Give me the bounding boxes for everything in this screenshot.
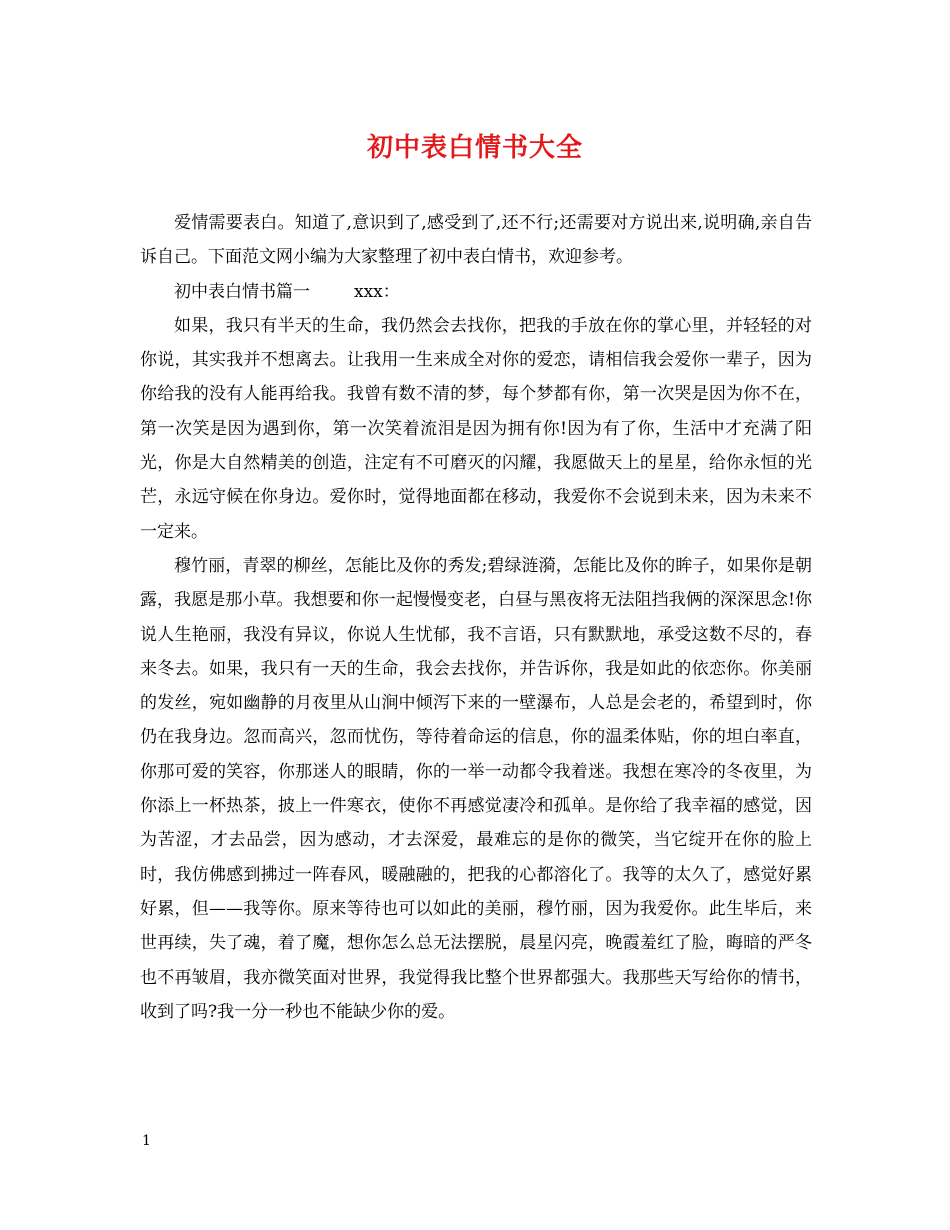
page-number: 1 — [142, 1133, 151, 1149]
section-heading: 初中表白情书篇一 — [174, 281, 310, 302]
document-title: 初中表白情书大全 — [366, 133, 583, 163]
section-heading-line — [140, 275, 812, 309]
body-paragraph-1: 如果，我只有半天的生命，我仍然会去找你，把我的手放在你的掌心里，并轻轻的对你说，其实我并不想离去。让我用一生来成全对你的爱恋，请相信我会爱你一辈子，因为你给我的没有人能再给我。我曾有数不清的梦，每个梦都有你，第一次哭是因为你不在，第一次笑是因为遇到你，第一次笑着流泪是因为拥有你!因为有了你，生活中才充满了阳光，你是大自然精美的创造，注定有不可磨灭的闪耀，我愿做天上的星星，给你永恒的光芒，永远守候在你身边。爱你时，觉得地面都在移动，我爱你不会说到未来，因为未来不一定来。 — [140, 315, 812, 542]
intro-paragraph: 爱情需要表白。知道了,意识到了,感受到了,还不行;还需要对方说出来,说明确,亲自告诉自己。下面范文网小编为大家整理了初中表白情书，欢迎参考。 — [140, 213, 812, 268]
salutation: xxx： — [354, 281, 400, 302]
document-body — [140, 206, 812, 1029]
body-paragraph-2: 穆竹丽，青翠的柳丝，怎能比及你的秀发;碧绿涟漪，怎能比及你的眸子，如果你是朝露，我愿是那小草。我想要和你一起慢慢变老，白昼与黑夜将无法阻挡我俩的深深思念!你说人生艳丽，我没有异议，你说人生忧郁，我不言语，只有默默地，承受这数不尽的，春来冬去。如果，我只有一天的生命，我会去找你，并告诉你，我是如此的依恋你。你美丽的发丝，宛如幽静的月夜里从山涧中倾泻下来的一壁瀑布，人总是会老的，希望到时，你仍在我身边。忽而高兴，忽而忧伤，等待着命运的信息，你的温柔体贴，你的坦白率直，你那可爱的笑容，你那迷人的眼睛，你的一举一动都令我着迷。我想在寒冷的冬夜里，为你添上一杯热茶，披上一件寒衣，使你不再感觉凄冷和孤单。是你给了我幸福的感觉，因为苦涩，才去品尝，因为感动，才去深爱，最难忘的是你的微笑，当它绽开在你的脸上时，我仿佛感到拂过一阵春风，暖融融的，把我的心都溶化了。我等的太久了，感觉好累好累，但——我等你。原来等待也可以如此的美丽，穆竹丽，因为我爱你。此生毕后，来世再续，失了魂，着了魔，想你怎么总无法摆脱，晨星闪亮，晚霞羞红了脸，晦暗的严冬也不再皱眉，我亦微笑面对世界，我觉得我比整个世界都强大。我那些天写给你的情书，收到了吗?我一分一秒也不能缺少你的爱。 — [140, 555, 812, 1022]
